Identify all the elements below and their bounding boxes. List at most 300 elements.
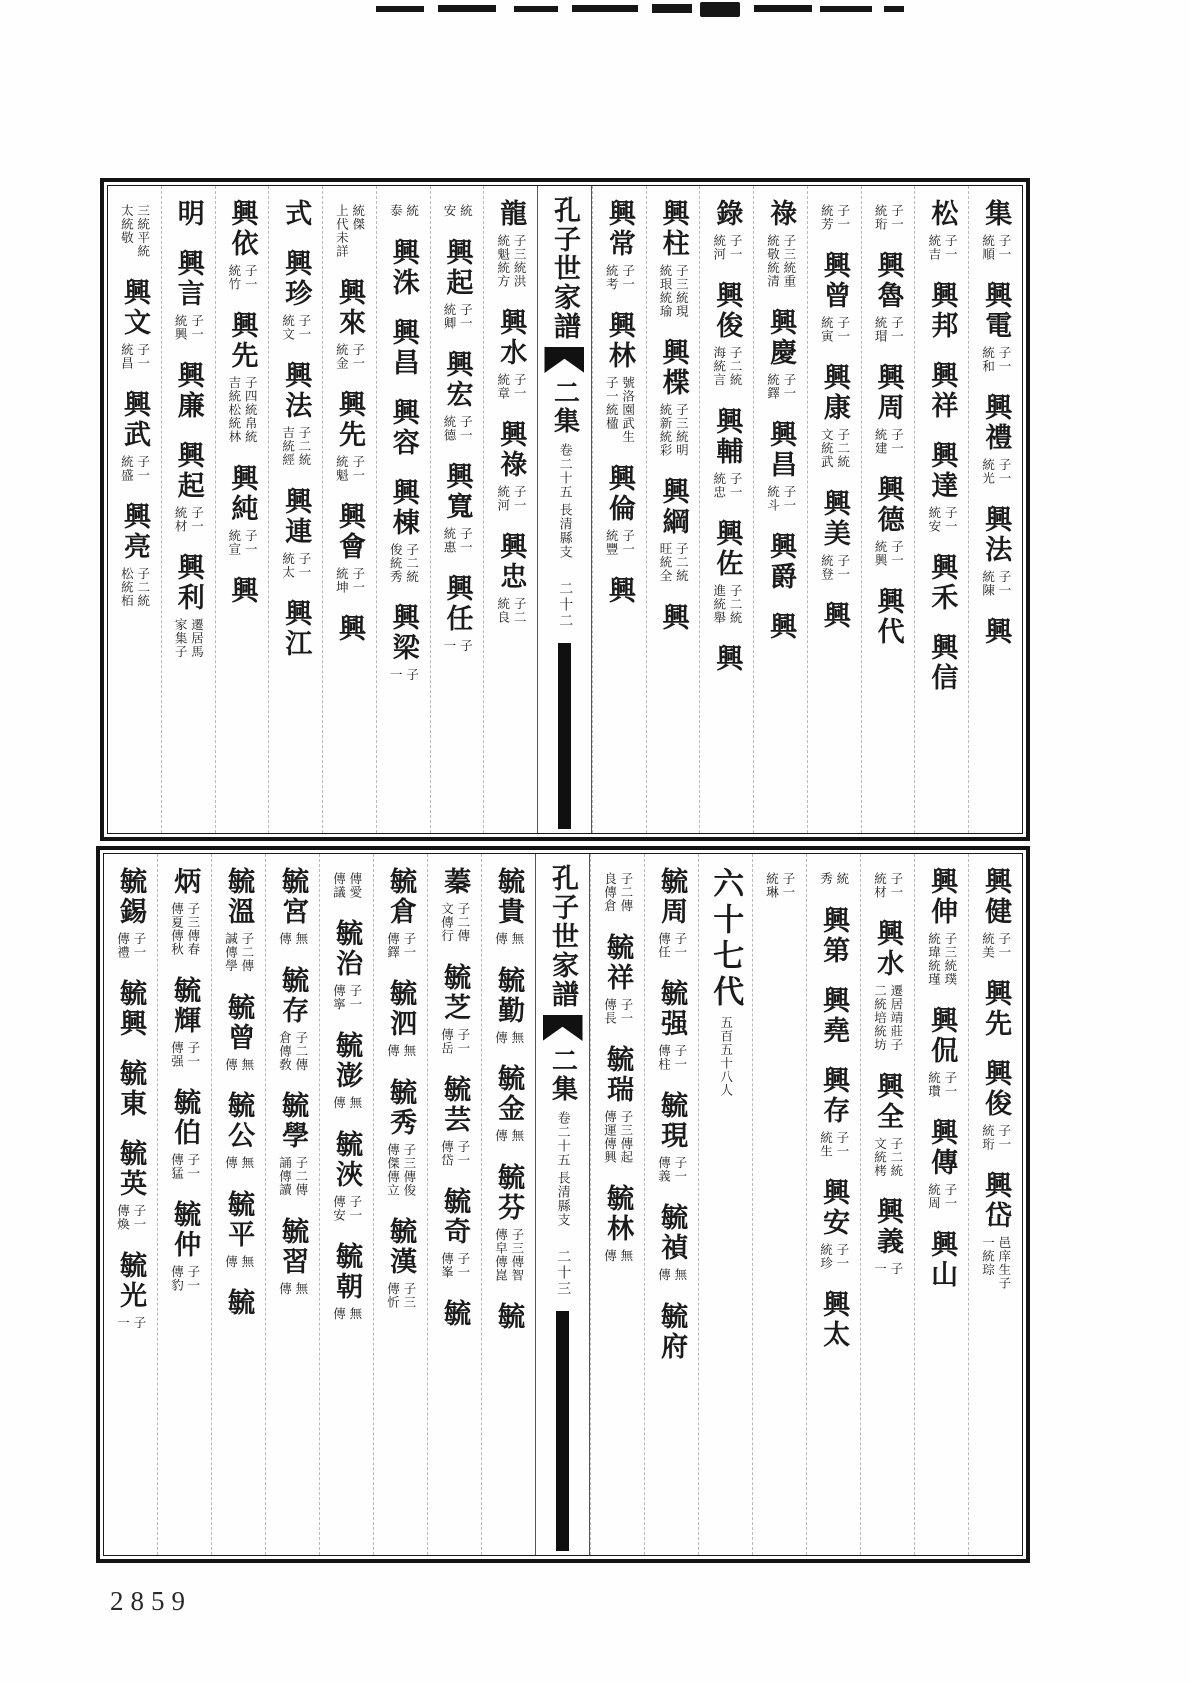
annotation-column: 子	[404, 668, 419, 682]
entry	[980, 281, 1011, 373]
entry	[335, 614, 364, 644]
annotation-column: 統順	[980, 234, 995, 261]
annotation	[385, 1143, 416, 1197]
annotation-column: 統文	[280, 314, 295, 341]
person-name: 興全	[873, 1071, 904, 1132]
annotation	[765, 485, 796, 512]
annotation-column: 遷居靖莊子	[888, 984, 903, 1052]
entry	[657, 1302, 686, 1362]
person-name: 毓英	[116, 1139, 147, 1199]
annotation	[442, 415, 473, 442]
annotation-column: 傳皁傳崑	[493, 1227, 508, 1282]
annotation-column: 吉統松統林	[226, 376, 241, 444]
annotation	[439, 1140, 470, 1167]
person-name: 興佐	[712, 518, 743, 579]
person-name: 毓勤	[494, 965, 525, 1026]
annotation-column: 子一	[889, 428, 904, 455]
annotation-column: 子一	[834, 1242, 849, 1270]
annotation	[658, 403, 689, 457]
person-name: 興起	[442, 237, 473, 298]
annotation	[331, 1096, 362, 1110]
annotation-column: 子三傳俊	[401, 1142, 416, 1197]
genealogy-column	[215, 186, 269, 833]
annotation-column: 子二傳	[455, 902, 470, 943]
annotation-column: 子	[888, 1262, 903, 1276]
person-name: 毓光	[116, 1251, 147, 1311]
annotation	[223, 932, 254, 973]
annotation-column: 統忠	[711, 471, 726, 499]
person-name: 興言	[173, 249, 204, 309]
genealogy-column	[861, 186, 915, 833]
entry	[819, 1290, 848, 1350]
person-name: 興武	[119, 390, 150, 450]
person-name: 興魯	[873, 251, 904, 311]
entry	[169, 1200, 200, 1292]
person-name: 興水	[496, 308, 527, 368]
person-name: 興昌	[388, 317, 419, 378]
spine-column	[537, 186, 592, 833]
person-name: 毓周	[657, 867, 688, 927]
person-name: 毓瑞	[603, 1044, 634, 1105]
annotation-column: 子一	[455, 1027, 470, 1055]
entry	[224, 1288, 253, 1318]
person-name: 龍	[496, 199, 527, 229]
annotation-column: 傳柱	[656, 1044, 671, 1071]
person-name: 興代	[873, 587, 904, 647]
genealogy-column	[211, 854, 265, 1555]
genealogy-column	[914, 854, 968, 1555]
entry	[873, 363, 904, 455]
annotation-column: 統珢統瑜	[658, 264, 673, 318]
annotation-column: 子三統現	[674, 264, 689, 318]
annotation	[818, 872, 849, 886]
person-name: 毓金	[494, 1064, 525, 1124]
annotation-column: 傳猛	[169, 1153, 184, 1180]
entry	[658, 477, 689, 583]
entry	[385, 867, 416, 959]
person-name: 興昌	[766, 420, 797, 480]
annotation	[718, 1016, 732, 1097]
scan-artifact	[572, 5, 638, 12]
person-name: 毓仲	[170, 1200, 201, 1260]
entry	[280, 249, 311, 341]
entry	[602, 867, 633, 913]
entry	[602, 1045, 633, 1164]
annotation-column: 子一	[781, 373, 796, 400]
person-name: 興祿	[496, 420, 527, 480]
entry	[119, 199, 150, 258]
entry	[712, 644, 741, 674]
annotation	[873, 316, 904, 343]
annotation-column: 統德	[441, 414, 456, 442]
annotation-column: 傳議	[331, 872, 346, 899]
person-name: 興禾	[927, 553, 958, 613]
entry	[388, 478, 419, 584]
annotation-column: 傳忻	[385, 1281, 400, 1309]
annotation-column: 子二傳	[618, 872, 633, 913]
annotation-column: 子一	[347, 1194, 362, 1222]
annotation	[173, 506, 204, 533]
entry	[819, 199, 850, 231]
person-name: 毓禎	[657, 1203, 688, 1263]
entry	[281, 599, 310, 659]
annotation-column: 子一	[243, 264, 258, 291]
annotation	[602, 1110, 633, 1164]
annotation	[926, 1183, 957, 1210]
person-name: 興岱	[981, 1171, 1012, 1231]
annotation-column: 子一	[728, 471, 743, 499]
person-name: 炳	[170, 867, 201, 897]
annotation-column: 無	[293, 932, 308, 946]
annotation-column: 傳	[493, 932, 508, 946]
annotation-column: 子一	[135, 455, 150, 482]
entry	[493, 1163, 524, 1282]
entry	[227, 199, 258, 291]
annotation	[119, 343, 150, 370]
person-name: 明	[173, 199, 204, 229]
annotation-column: 海統言	[711, 346, 726, 387]
annotation-column: 子一	[672, 1044, 687, 1071]
annotation-column: 統安	[926, 506, 941, 533]
annotation-column: 五百五十八人	[718, 1016, 733, 1097]
annotation-column: 一	[441, 638, 456, 652]
annotation-column: 無	[509, 1030, 524, 1044]
person-name: 毓秀	[386, 1077, 417, 1138]
annotation	[872, 1262, 903, 1276]
annotation-column: 子一	[888, 872, 903, 899]
annotation-column: 文傳行	[439, 902, 454, 943]
annotation	[277, 932, 308, 946]
entry	[656, 867, 687, 959]
annotation	[493, 1228, 524, 1282]
person-name: 毓	[440, 1298, 471, 1329]
entry	[334, 278, 365, 370]
person-name: 興忠	[496, 532, 527, 592]
annotation-column: 傳	[656, 1268, 671, 1282]
annotation	[334, 343, 365, 370]
annotation	[602, 1249, 633, 1263]
page-number: 2859	[110, 1586, 192, 1616]
entry	[442, 238, 473, 330]
annotation	[169, 902, 200, 956]
annotation-column: 統魁	[334, 455, 349, 482]
annotation-column: 號洛園武生	[620, 376, 635, 444]
entry	[765, 308, 796, 400]
annotation-column: 傳安	[331, 1194, 346, 1222]
scan-artifact	[376, 6, 424, 12]
entry	[223, 867, 254, 973]
entry	[385, 1217, 416, 1309]
entry	[223, 1190, 254, 1269]
entry	[223, 993, 254, 1072]
entry	[174, 361, 203, 421]
annotation-column: 子二統	[728, 583, 743, 624]
entry	[873, 199, 904, 231]
annotation-column: 上代未詳	[334, 204, 349, 258]
annotation-column: 統河	[495, 485, 510, 512]
annotation	[439, 1028, 470, 1055]
entry	[442, 574, 473, 653]
annotation-column: 無	[239, 1254, 254, 1268]
entry	[227, 464, 258, 556]
annotation	[604, 529, 635, 556]
person-name: 興珍	[281, 249, 312, 309]
person-name: 毓伯	[170, 1088, 201, 1148]
genealogy-column	[265, 854, 319, 1555]
genealogy-table-bottom	[96, 846, 1030, 1563]
entry	[819, 251, 850, 343]
entry	[602, 933, 633, 1025]
entry	[495, 199, 526, 288]
entry	[874, 587, 903, 647]
annotation	[385, 1044, 416, 1058]
person-name: 毓	[224, 1288, 255, 1318]
volume-label: 二集	[550, 379, 580, 435]
entry	[281, 199, 310, 229]
annotation-column: 子一	[458, 302, 473, 330]
genealogy-table-top	[100, 178, 1030, 841]
annotation	[115, 1204, 146, 1231]
annotation-column: 子三統洪	[512, 234, 527, 288]
entry	[223, 1091, 254, 1170]
entry	[981, 617, 1010, 647]
annotation-column: 統新統彩	[658, 403, 673, 457]
entry	[872, 867, 903, 899]
annotation-column: 子二統	[888, 1136, 903, 1177]
annotation-column: 子一	[512, 485, 527, 512]
annotation-column: 子一	[834, 1130, 849, 1158]
entry	[331, 919, 362, 1011]
annotation	[926, 1071, 957, 1098]
annotation	[439, 1252, 470, 1279]
annotation-column: 統傑	[350, 204, 365, 231]
entry	[926, 199, 957, 261]
annotation-column: 統斗	[765, 485, 780, 512]
annotation-column: 統珍	[818, 1242, 833, 1270]
scan-artifact	[820, 6, 872, 12]
person-name: 興	[604, 575, 635, 606]
person-name: 興連	[281, 486, 312, 547]
person-name: 毓林	[603, 1183, 634, 1244]
annotation-column: 統生	[818, 1130, 833, 1158]
entry	[926, 1118, 957, 1210]
annotation-column: 子一	[458, 414, 473, 442]
entry	[116, 979, 145, 1039]
annotation	[169, 1153, 200, 1180]
table-columns-top	[107, 185, 1023, 834]
annotation-column: 傳傑傳立	[385, 1142, 400, 1197]
annotation-column: 子二統	[297, 426, 312, 467]
annotation-column: 家集子	[173, 618, 188, 659]
annotation	[656, 1156, 687, 1183]
person-name: 興棟	[388, 477, 419, 538]
annotation-column: 子一	[835, 316, 850, 343]
annotation-column: 統琳	[764, 872, 779, 899]
annotation-column: 子二統	[135, 567, 150, 608]
person-name: 興信	[927, 633, 958, 693]
genealogy-column	[806, 854, 860, 1555]
annotation-column: 傳豹	[169, 1265, 184, 1292]
annotation	[493, 932, 524, 946]
entry	[658, 199, 689, 318]
person-name: 毓平	[224, 1189, 255, 1250]
person-name: 毓曾	[224, 992, 255, 1053]
person-name: 六十七代	[708, 867, 744, 1011]
branch-label: 長清縣支	[555, 1171, 571, 1227]
entry	[440, 1299, 469, 1329]
annotation-column: 子三統重	[781, 234, 796, 288]
annotation-column: 統光	[980, 458, 995, 485]
annotation-column: 子三傳智	[509, 1227, 524, 1282]
annotation	[331, 1307, 362, 1321]
person-name: 興倫	[604, 463, 635, 524]
entry	[765, 420, 796, 512]
annotation-column: 傳煥	[115, 1204, 130, 1231]
chapter-label: 卷二十五	[555, 1111, 571, 1167]
annotation	[980, 1236, 1011, 1290]
annotation	[980, 458, 1011, 485]
annotation-column: 子一	[185, 1153, 200, 1180]
annotation-column: 統興	[173, 314, 188, 341]
annotation-column: 子一	[131, 1204, 146, 1231]
annotation-column: 統宣	[226, 528, 241, 556]
annotation-column: 子二	[512, 597, 527, 624]
annotation	[280, 426, 311, 467]
entry	[980, 505, 1011, 597]
entry	[709, 867, 742, 1097]
annotation	[926, 234, 957, 261]
entry	[174, 199, 203, 229]
entry	[818, 1066, 849, 1158]
entry	[766, 532, 795, 592]
annotation-column: 子二統	[404, 542, 419, 583]
entry	[819, 906, 848, 966]
genealogy-column	[968, 186, 1022, 833]
annotation-column: 一	[872, 1262, 887, 1276]
entry	[872, 1197, 903, 1276]
genealogy-column	[376, 186, 430, 833]
person-name: 興俊	[712, 281, 743, 341]
annotation	[277, 1282, 308, 1296]
annotation	[493, 1031, 524, 1045]
genealogy-column	[914, 186, 968, 833]
annotation-column: 子一	[996, 570, 1011, 597]
fishtail-icon	[544, 347, 584, 373]
annotation-column: 子一	[350, 343, 365, 370]
annotation-column: 子三統璞	[942, 932, 957, 986]
entry	[389, 318, 418, 378]
annotation-column: 遷居馬	[189, 618, 204, 659]
entry	[173, 249, 204, 341]
book-title: 孔子世家譜	[548, 864, 578, 1009]
entry	[819, 986, 848, 1046]
person-name: 興法	[981, 505, 1012, 565]
genealogy-column	[807, 186, 861, 833]
entry	[119, 502, 150, 608]
annotation-column: 子一	[131, 932, 146, 959]
annotation-column: 統建	[873, 428, 888, 455]
annotation-column: 子三	[401, 1281, 416, 1309]
annotation-column: 傳峯	[439, 1251, 454, 1279]
genealogy-column	[483, 186, 537, 833]
person-name: 興起	[173, 441, 204, 501]
annotation-column: 子一	[996, 1124, 1011, 1151]
person-name: 興任	[442, 573, 473, 634]
entry	[385, 1078, 416, 1197]
genealogy-column	[592, 186, 646, 833]
person-name: 毓芸	[440, 1074, 471, 1135]
annotation	[980, 234, 1011, 261]
person-name: 興常	[604, 199, 635, 259]
annotation-column: 子一	[401, 932, 416, 959]
annotation-column: 傳義	[656, 1156, 671, 1183]
annotation	[223, 1156, 254, 1170]
entry	[980, 1059, 1011, 1151]
person-name: 興柱	[658, 199, 689, 259]
genealogy-column	[430, 186, 484, 833]
entry	[656, 979, 687, 1071]
annotation	[819, 204, 850, 231]
person-name: 興先	[335, 390, 365, 450]
annotation-column: 無	[347, 1096, 362, 1110]
annotation-column: 子二統	[835, 428, 850, 469]
annotation	[280, 552, 311, 579]
entry	[980, 867, 1011, 959]
entry	[280, 361, 311, 467]
annotation-column: 子一	[189, 314, 204, 341]
genealogy-column	[268, 186, 322, 833]
annotation-column: 統敬統清	[765, 234, 780, 288]
annotation-column: 傳	[223, 1156, 238, 1170]
annotation	[442, 204, 473, 218]
entry	[765, 199, 796, 288]
person-name: 興容	[388, 397, 419, 458]
annotation	[495, 234, 526, 288]
branch-label: 長清縣支	[557, 503, 573, 559]
annotation	[442, 303, 473, 330]
person-name: 興依	[227, 199, 258, 259]
annotation-column: 子二統	[728, 346, 743, 387]
entry	[331, 1031, 362, 1110]
entry	[927, 361, 956, 421]
person-name: 興電	[981, 281, 1012, 341]
annotation-column: 無	[672, 1268, 687, 1282]
annotation	[711, 346, 742, 387]
entry	[872, 1072, 903, 1178]
annotation-column: 傳	[223, 1254, 238, 1268]
annotation	[495, 485, 526, 512]
annotation	[331, 1195, 362, 1222]
annotation-column: 子三傳起	[618, 1109, 633, 1164]
entry	[385, 979, 416, 1058]
entry	[119, 278, 150, 370]
genealogy-column	[161, 186, 215, 833]
annotation	[442, 639, 473, 653]
person-name: 毓强	[657, 979, 688, 1039]
annotation	[765, 234, 796, 288]
annotation-column: 傳	[277, 932, 292, 946]
person-name: 興	[712, 644, 743, 674]
entry	[277, 1091, 308, 1197]
person-name: 興廉	[173, 361, 204, 421]
genealogy-column	[646, 186, 700, 833]
entry	[277, 1217, 308, 1296]
annotation	[602, 872, 633, 913]
person-name: 毓宮	[278, 867, 309, 927]
annotation-column: 統周	[926, 1183, 941, 1210]
annotation-column: 子一	[185, 1265, 200, 1292]
genealogy-column	[481, 854, 535, 1555]
